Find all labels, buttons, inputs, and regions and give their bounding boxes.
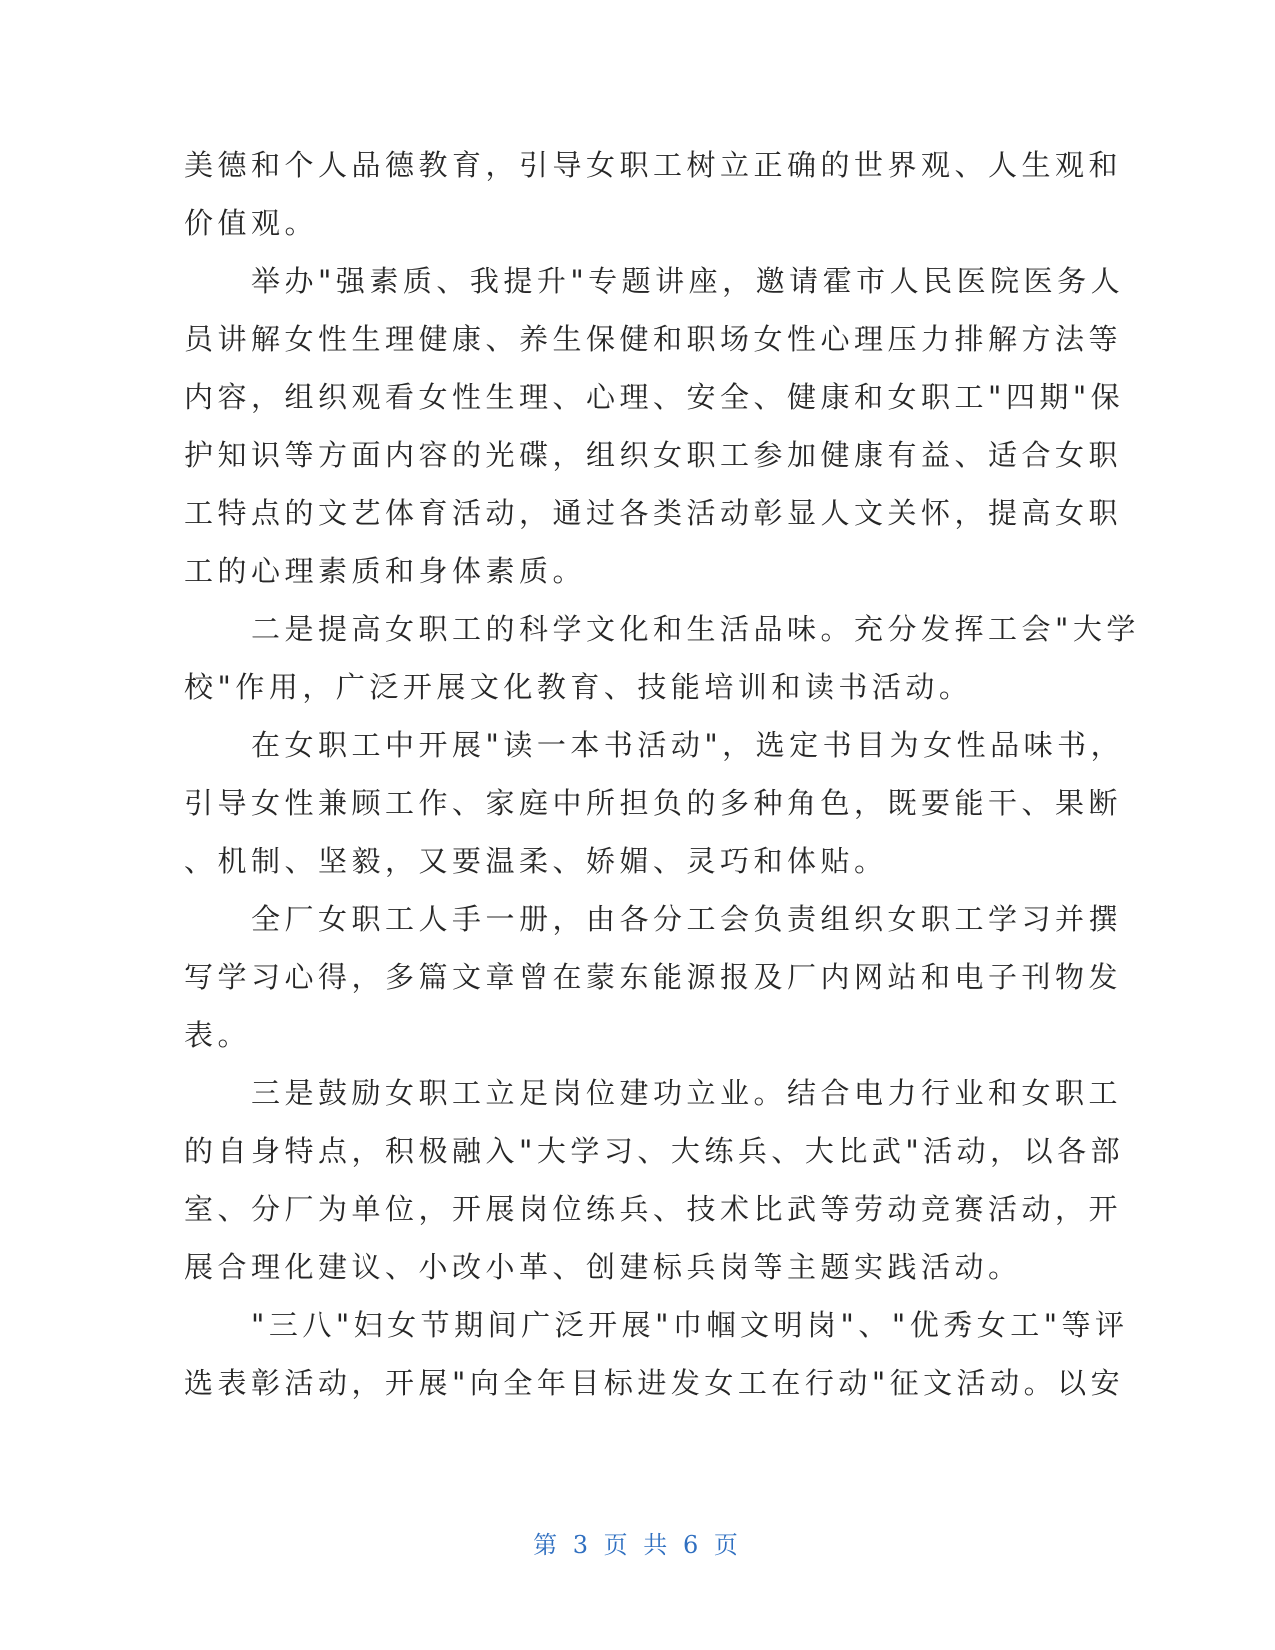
page-number-footer: 第 3 页 共 6 页 bbox=[533, 1531, 742, 1559]
text-line: 二是提高女职工的科学文化和生活品味。充分发挥工会"大学 bbox=[184, 612, 1140, 646]
paragraph bbox=[184, 890, 1123, 1064]
text-line: 选表彰活动，开展"向全年目标进发女工在行动"征文活动。以安 bbox=[184, 1366, 1125, 1400]
text-line: 引导女性兼顾工作、家庭中所担负的多种角色，既要能干、果断 bbox=[184, 786, 1123, 820]
text-line: 举办"强素质、我提升"专题讲座，邀请霍市人民医院医务人 bbox=[184, 264, 1125, 298]
paragraph bbox=[184, 600, 1140, 716]
text-line: 员讲解女性生理健康、养生保健和职场女性心理压力排解方法等 bbox=[184, 322, 1123, 356]
text-line: 三是鼓励女职工立足岗位建功立业。结合电力行业和女职工 bbox=[184, 1076, 1123, 1110]
text-line: 美德和个人品德教育，引导女职工树立正确的世界观、人生观和 bbox=[184, 148, 1123, 182]
paragraph bbox=[184, 136, 1123, 252]
paragraph bbox=[184, 252, 1125, 600]
text-line: 写学习心得，多篇文章曾在蒙东能源报及厂内网站和电子刊物发 bbox=[184, 960, 1123, 994]
text-line: 工特点的文艺体育活动，通过各类活动彰显人文关怀，提高女职 bbox=[184, 496, 1123, 530]
text-line: 在女职工中开展"读一本书活动"，选定书目为女性品味书， bbox=[184, 728, 1125, 762]
text-line: 表。 bbox=[184, 1018, 252, 1052]
text-line: "三八"妇女节期间广泛开展"巾帼文明岗"、"优秀女工"等评 bbox=[184, 1308, 1129, 1342]
paragraph bbox=[184, 1064, 1125, 1296]
text-line: 室、分厂为单位，开展岗位练兵、技术比武等劳动竞赛活动，开 bbox=[184, 1192, 1123, 1226]
paragraph bbox=[184, 716, 1125, 890]
text-line: 的自身特点，积极融入"大学习、大练兵、大比武"活动，以各部 bbox=[184, 1134, 1125, 1168]
text-line: 工的心理素质和身体素质。 bbox=[184, 554, 587, 588]
text-line: 校"作用，广泛开展文化教育、技能培训和读书活动。 bbox=[184, 670, 973, 704]
text-line: 内容，组织观看女性生理、心理、安全、健康和女职工"四期"保 bbox=[184, 380, 1125, 414]
text-line: 护知识等方面内容的光碟，组织女职工参加健康有益、适合女职 bbox=[184, 438, 1123, 472]
text-line: 价值观。 bbox=[184, 206, 319, 240]
document-body bbox=[184, 136, 1140, 1412]
text-line: 展合理化建议、小改小革、创建标兵岗等主题实践活动。 bbox=[184, 1250, 1022, 1284]
text-line: 、机制、坚毅，又要温柔、娇媚、灵巧和体贴。 bbox=[184, 844, 888, 878]
text-line: 全厂女职工人手一册，由各分工会负责组织女职工学习并撰 bbox=[184, 902, 1123, 936]
paragraph bbox=[184, 1296, 1129, 1412]
